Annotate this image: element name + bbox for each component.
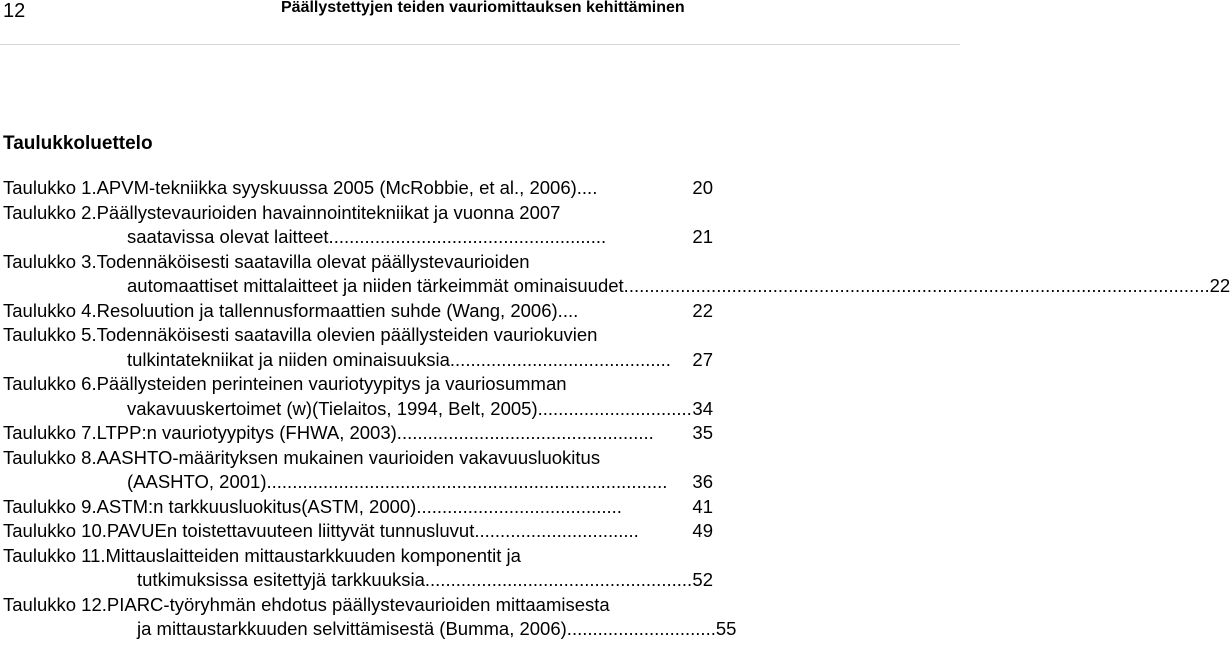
toc-entry-continuation-line xyxy=(3,568,713,593)
toc-entry-title: Päällystevaurioiden havainnointitekniikat ja vuonna 2007 xyxy=(96,201,561,223)
toc-page-number[interactable]: 20 xyxy=(692,177,713,198)
toc-page-number[interactable]: 41 xyxy=(692,495,713,517)
toc-entry-title: APVM-tekniikka syyskuussa 2005 (McRobbie, et al., 2006). xyxy=(96,177,582,198)
toc-entry[interactable] xyxy=(3,372,713,421)
toc-entry-first-line xyxy=(3,299,713,324)
toc-entry-label: Taulukko 3. xyxy=(3,250,97,272)
toc-entry-title: Resoluution ja tallennusformaattien suhde (Wang, 2006). xyxy=(96,299,563,321)
toc-entry-title: LTPP:n vauriotyypitys (FHWA, 2003). xyxy=(96,422,402,443)
toc-entry-continuation-line xyxy=(3,225,713,250)
toc-page-number[interactable]: 22 xyxy=(692,299,713,321)
toc-entry-title: tulkintatekniikat ja niiden ominaisuuksia xyxy=(127,348,450,370)
toc-entry-label: Taulukko 12. xyxy=(3,593,107,615)
toc-entry-label: Taulukko 5. xyxy=(3,324,97,345)
toc-leader-dots: ........................................... xyxy=(449,348,671,370)
toc-entry-label: Taulukko 2. xyxy=(3,201,97,223)
toc-entry-label: Taulukko 11. xyxy=(3,544,106,566)
toc-entry[interactable] xyxy=(3,544,713,593)
toc-entry-title: automaattiset mittalaitteet ja niiden tärkeimmät ominaisuudet. xyxy=(127,275,629,296)
toc-entry-title: Todennäköisesti saatavilla olevien päällysteiden vauriokuvien xyxy=(96,324,598,345)
toc-entry[interactable] xyxy=(3,495,713,520)
toc-page-number[interactable]: 34 xyxy=(692,397,713,419)
toc-page-number[interactable]: 27 xyxy=(692,348,713,370)
toc-page-number[interactable]: 36 xyxy=(692,471,713,492)
toc-entry-title: PIARC-työryhmän ehdotus päällystevaurioiden mittaamisesta xyxy=(106,593,610,615)
toc-entry-first-line xyxy=(3,372,713,397)
toc-page-number[interactable]: 52 xyxy=(692,569,713,590)
toc-entry-first-line xyxy=(3,544,713,569)
toc-entry-first-line xyxy=(3,323,713,348)
toc-entry-label: Taulukko 8. xyxy=(3,446,97,468)
toc-page-number[interactable]: 22 xyxy=(1209,275,1230,296)
toc-entry-continuation-line xyxy=(3,274,1230,299)
toc-page-number[interactable]: 55 xyxy=(715,618,737,639)
toc-entry-label: Taulukko 6. xyxy=(3,373,97,394)
toc-entry-title: ja mittaustarkkuuden selvittämisestä (Bumma, 2006). xyxy=(137,618,572,639)
toc-page-number[interactable]: 35 xyxy=(692,422,713,443)
toc-entry-continuation-line xyxy=(3,617,737,642)
running-title: Päällystettyjen teiden vauriomittauksen kehittäminen xyxy=(281,0,685,16)
toc-entry-title: Mittauslaitteiden mittaustarkkuuden komponentit ja xyxy=(105,544,521,566)
toc-leader-dots: ................................................. xyxy=(401,422,654,443)
toc-entry-first-line xyxy=(3,250,713,275)
toc-entry-first-line xyxy=(3,593,713,618)
toc-entry-label: Taulukko 4. xyxy=(3,299,97,321)
toc-entry-first-line xyxy=(3,176,713,201)
toc-entry-label: Taulukko 7. xyxy=(3,422,97,443)
table-of-tables xyxy=(3,176,1230,642)
toc-entry-continuation-line xyxy=(3,348,713,373)
toc-entry[interactable] xyxy=(3,176,713,201)
toc-entry-first-line xyxy=(3,201,713,226)
toc-entry-title: tutkimuksissa esitettyjä tarkkuuksia. xyxy=(137,569,431,590)
page-header xyxy=(0,0,960,40)
toc-entry[interactable] xyxy=(3,201,713,250)
page-number: 12 xyxy=(3,0,26,22)
toc-entry-first-line xyxy=(3,446,713,471)
toc-entry[interactable] xyxy=(3,446,713,495)
toc-entry[interactable] xyxy=(3,421,713,446)
toc-entry-continuation-line xyxy=(3,470,713,495)
toc-page-number[interactable]: 49 xyxy=(692,520,713,541)
toc-entry-title: PAVUEn toistettavuuteen liittyvät tunnusluvut. xyxy=(106,520,480,541)
toc-entry-label: Taulukko 10. xyxy=(3,520,107,541)
toc-leader-dots: ............................. xyxy=(542,397,692,419)
toc-leader-dots: ................................................................................................................. xyxy=(628,275,1210,296)
toc-entry-title: ASTM:n tarkkuusluokitus(ASTM, 2000). xyxy=(96,495,422,517)
toc-leader-dots: ................................................... xyxy=(430,569,693,590)
toc-leader-dots: ............................................................................. xyxy=(271,471,668,492)
toc-entry-title: AASHTO-määrityksen mukainen vaurioiden vakavuusluokitus xyxy=(96,446,601,468)
toc-leader-dots: ... xyxy=(581,177,598,198)
toc-page-number[interactable]: 21 xyxy=(692,226,713,247)
toc-leader-dots: ............................... xyxy=(479,520,639,541)
toc-entry-continuation-line xyxy=(3,397,713,422)
toc-leader-dots: ....................................... xyxy=(421,495,622,517)
toc-leader-dots: ... xyxy=(562,299,579,321)
toc-leader-dots: ............................ xyxy=(571,618,716,639)
toc-entry[interactable] xyxy=(3,299,713,324)
toc-entry-first-line xyxy=(3,495,713,520)
toc-entry[interactable] xyxy=(3,323,713,372)
toc-entry-title: saatavissa olevat laitteet. xyxy=(127,226,334,247)
toc-entry-title: Todennäköisesti saatavilla olevat päällystevaurioiden xyxy=(96,250,530,272)
toc-leader-dots: ..................................................... xyxy=(333,226,607,247)
toc-entry-title: vakavuuskertoimet (w)(Tielaitos, 1994, Belt, 2005). xyxy=(127,397,543,419)
toc-entry-first-line xyxy=(3,519,713,544)
toc-entry[interactable] xyxy=(3,593,737,642)
toc-entry-title: Päällysteiden perinteinen vauriotyypitys ja vauriosumman xyxy=(96,373,567,394)
section-title: Taulukkoluettelo xyxy=(3,133,153,154)
header-rule xyxy=(0,44,960,45)
toc-entry-title: (AASHTO, 2001). xyxy=(127,471,272,492)
toc-entry-label: Taulukko 1. xyxy=(3,177,97,198)
toc-entry[interactable] xyxy=(3,250,1230,299)
toc-entry[interactable] xyxy=(3,519,713,544)
toc-entry-label: Taulukko 9. xyxy=(3,495,97,517)
toc-entry-first-line xyxy=(3,421,713,446)
